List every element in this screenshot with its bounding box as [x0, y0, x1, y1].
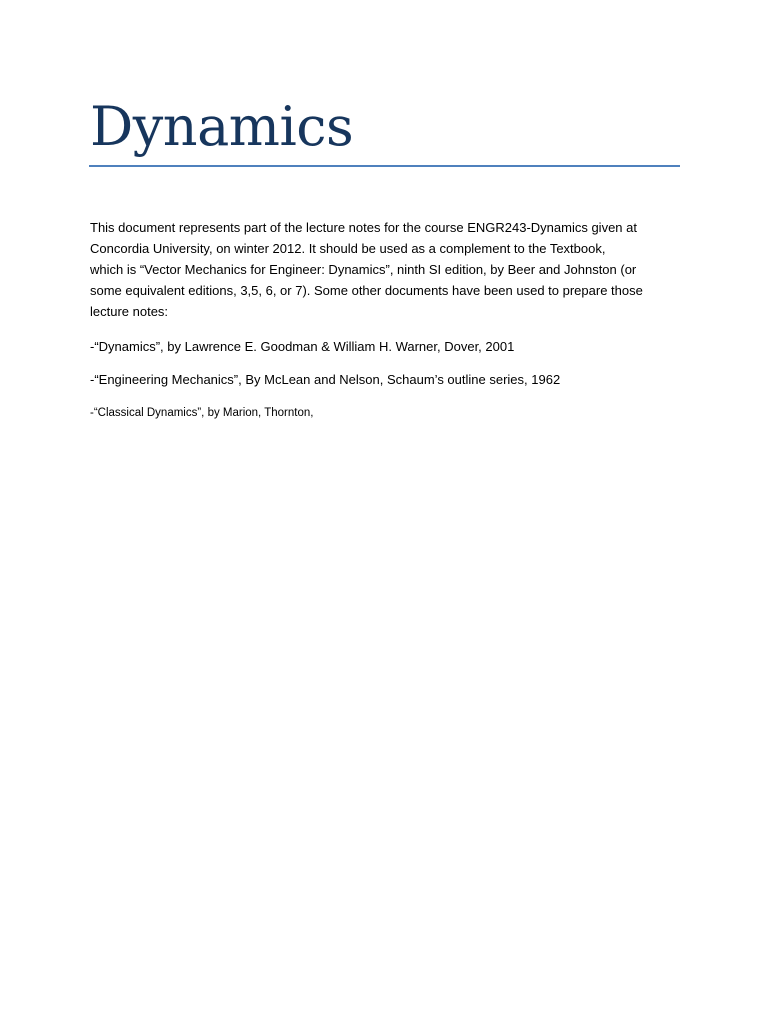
document-title: Dynamics: [90, 95, 354, 158]
reference-dynamics: -“Dynamics”, by Lawrence E. Goodman & William H. Warner, Dover, 2001: [90, 339, 515, 354]
intro-line: lecture notes:: [90, 304, 169, 319]
title-underline: [89, 165, 680, 167]
intro-paragraph: [90, 217, 690, 322]
intro-line: some equivalent editions, 3,5, 6, or 7). Some other documents have been used to prepare those: [90, 283, 643, 298]
intro-line: This document represents part of the lecture notes for the course ENGR243-Dynamics given at: [90, 220, 637, 235]
intro-line: which is “Vector Mechanics for Engineer: Dynamics”, ninth SI edition, by Beer and Johnston (or: [90, 262, 637, 277]
reference-classical-dynamics: -“Classical Dynamics”, by Marion, Thornton,: [90, 407, 314, 419]
intro-line: Concordia University, on winter 2012. It should be used as a complement to the Textbook,: [90, 241, 606, 256]
reference-engineering-mechanics: -“Engineering Mechanics”, By McLean and Nelson, Schaum’s outline series, 1962: [90, 372, 561, 387]
